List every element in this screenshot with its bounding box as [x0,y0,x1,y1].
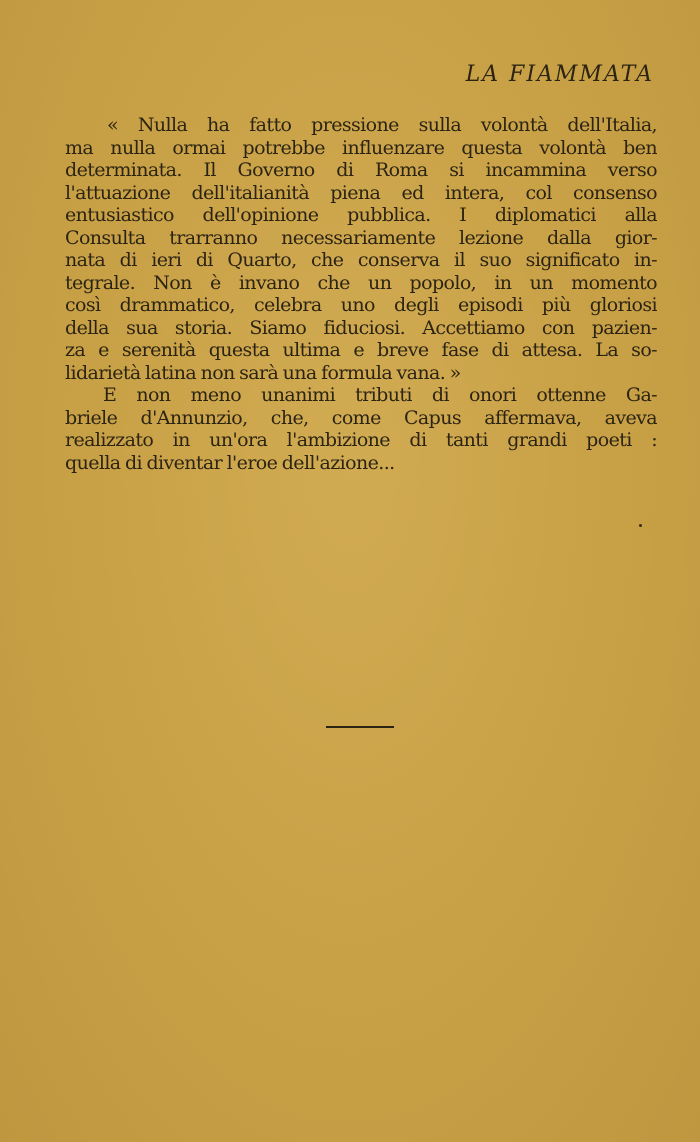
text-line: « Nulla ha fatto pressione sulla volontà dell'Italia, [107,114,657,136]
text-line: E non meno unanimi tributi di onori ottenne Ga- [103,384,657,406]
text-line: quella di diventar l'eroe dell'azione... [65,451,395,474]
text-line: za e serenità questa ultima e breve fase di attesa. La so- [65,339,657,361]
text-line: determinata. Il Governo di Roma si incammina verso [65,159,657,181]
text-line: entusiastico dell'opinione pubblica. I diplomatici alla [65,204,657,226]
text-line: ma nulla ormai potrebbe influenzare questa volontà ben [65,136,657,159]
text-line: l'attuazione dell'italianità piena ed intera, col consenso [65,181,657,204]
text-line: briele d'Annunzio, che, come Capus affermava, aveva [65,406,657,429]
text-line: della sua storia. Siamo fiduciosi. Accettiamo con pazien- [65,316,657,339]
text-line: nata di ieri di Quarto, che conserva il suo significato in- [65,249,657,271]
text-line: tegrale. Non è invano che un popolo, in un momento [65,271,657,294]
section-divider [326,726,394,728]
text-line: realizzato in un'ora l'ambizione di tanti grandi poeti : [65,429,657,451]
text-line: così drammatico, celebra uno degli episodi più gloriosi [65,294,657,316]
running-header: LA FIAMMATA [465,62,654,87]
text-line: lidarietà latina non sarà una formula vana. » [65,361,461,384]
paper-speck [639,524,642,527]
body-text [65,114,657,474]
text-line: Consulta trarranno necessariamente lezione dalla gior- [65,226,657,249]
